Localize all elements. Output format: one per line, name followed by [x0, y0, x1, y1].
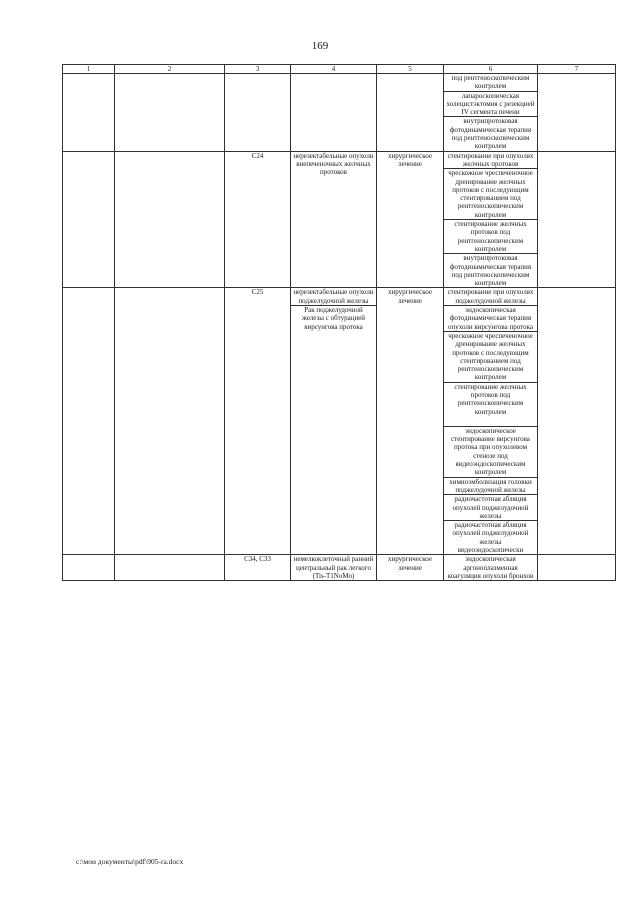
method-item: внутрипротоковая фотодинамическая терапия под рентгеноскопическим контролем — [444, 253, 537, 287]
methods-cell — [444, 151, 538, 288]
methods-cell — [444, 74, 538, 152]
col-header: 6 — [444, 65, 538, 74]
diagnosis-cell — [291, 288, 377, 555]
diagnosis-cell: немелкоклеточный ранний центральный рак легкого (Tis-T1NoMo) — [291, 555, 377, 581]
method-item: стентирование при опухолях поджелудочной железы — [447, 288, 534, 305]
table-row — [63, 555, 616, 581]
table-row — [63, 74, 616, 152]
code-cell: C34, C33 — [225, 555, 291, 581]
treatment-cell: хирургическое лечение — [377, 288, 444, 555]
diagnosis-cell: нерезектабельные опухоли внепеченочных желчных протоков — [291, 151, 377, 288]
treatment-cell: хирургическое лечение — [377, 151, 444, 288]
procedures-table — [62, 64, 616, 581]
method-item: лапароскопическая холецистэктомия с резекцией IV сегмента печени — [444, 91, 537, 117]
diagnosis-item: Рак поджелудочной железы с обтурацией вирсунгова протока — [291, 305, 376, 331]
method-item: стентирование желчных протоков под рентгеноскопическим контролем — [444, 219, 537, 253]
col-header: 2 — [115, 65, 225, 74]
col-header: 1 — [63, 65, 115, 74]
col-header: 4 — [291, 65, 377, 74]
method-item: эндоскопическая фотодинамическая терапия опухоли вирсунгова протока — [444, 305, 537, 331]
treatment-cell: хирургическое лечение — [377, 555, 444, 581]
method-item: эндоскопическое стентирование вирсунгова протока при опухолевом стенозе под видеоэндоскопическим контролем — [444, 426, 537, 477]
header-row — [63, 65, 616, 74]
methods-cell — [444, 555, 538, 581]
table-row — [63, 151, 616, 288]
code-cell: C24 — [225, 151, 291, 288]
method-item: под рентгеноскопическим контролем — [451, 74, 530, 91]
col-header: 5 — [377, 65, 444, 74]
method-item: чрескожное чреспеченочное дренирование желчных протоков с последующим стентированием под рентгеноскопическим контролем — [444, 168, 537, 219]
file-path-footer: c:\мои документы\pdf\905-ra.docx — [76, 857, 184, 866]
code-cell: C25 — [225, 288, 291, 555]
page-number: 169 — [311, 40, 329, 52]
method-item: эндоскопическая аргоноплазменная коагуляция опухоли бронхов — [447, 555, 534, 580]
method-item: чрескожное чреспеченочное дренирование желчных протоков с последующим стентированием под рентгеноскопическим контролем — [444, 331, 537, 382]
col-header: 7 — [538, 65, 616, 74]
methods-cell — [444, 288, 538, 555]
table-row — [63, 288, 616, 555]
method-item: внутрипротоковая фотодинамическая терапия под рентгеноскопическим контролем — [444, 116, 537, 150]
method-item: радиочастотная абляция опухолей поджелудочной железы — [444, 494, 537, 520]
method-item: стентирование желчных протоков под рентгеноскопическим контролем — [444, 382, 537, 416]
method-item: радиочастотная абляция опухолей поджелудочной железы видеоэндоскопически — [444, 520, 537, 554]
col-header: 3 — [225, 65, 291, 74]
diagnosis-item: нерезектабельные опухоли поджелудочной железы — [293, 288, 374, 305]
method-item: стентирование при опухолях желчных протоков — [447, 151, 534, 168]
method-item: химиоэмболизация головки поджелудочной железы — [444, 477, 537, 495]
